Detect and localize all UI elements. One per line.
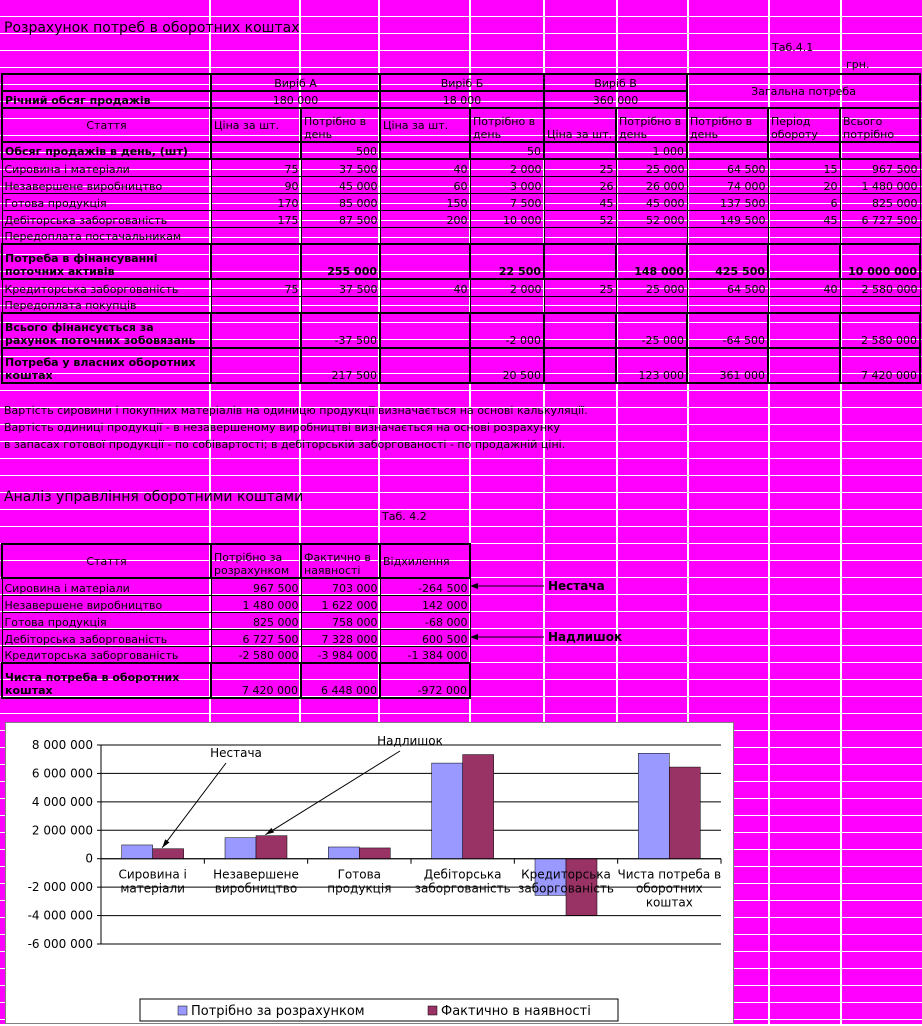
- cell: -64 500: [687, 313, 768, 348]
- product-b-header: Виріб Б: [380, 74, 544, 91]
- bar: [463, 755, 494, 859]
- bar: [638, 753, 669, 858]
- y-tick-label: -4 000 000: [27, 908, 93, 923]
- analysis-needed-header: Потрібно за розрахунком: [211, 544, 301, 578]
- table-row: [2, 313, 920, 348]
- cell: 10 000 000: [840, 244, 920, 279]
- row-label: Готова продукція: [2, 612, 211, 629]
- shortage-label: Нестача: [548, 579, 605, 593]
- x-tick-label: Кредиторська: [521, 867, 611, 882]
- table2-title: Аналіз управління оборотними коштами: [4, 489, 304, 505]
- cell: 255 000: [301, 244, 380, 279]
- deviation-arrows: [468, 578, 548, 648]
- daily-c: 1 000: [616, 142, 687, 159]
- cell: 3 000: [470, 176, 544, 193]
- cell: 45: [768, 210, 840, 227]
- y-tick-label: 6 000 000: [31, 766, 93, 781]
- cell: 45: [544, 193, 616, 210]
- total-header: Всього потрібно: [840, 108, 920, 142]
- legend-swatch: [178, 1006, 187, 1015]
- table-row: [2, 227, 920, 244]
- cell: -972 000: [380, 663, 470, 698]
- row-label: Дебіторська заборгованість: [2, 210, 211, 227]
- cell: 2 580 000: [840, 313, 920, 348]
- needs-table: [1, 73, 921, 384]
- cell: 142 000: [380, 595, 470, 612]
- row-label: Потреба у власних оборотних коштах: [2, 348, 211, 383]
- cell: 7 328 000: [301, 629, 380, 646]
- row-label: Сировина і матеріали: [2, 578, 211, 595]
- bar: [256, 836, 287, 859]
- cell: 170: [211, 193, 301, 210]
- cell: 967 500: [840, 159, 920, 176]
- table2-number: Таб. 4.2: [382, 510, 427, 523]
- cell: -2 580 000: [211, 646, 301, 663]
- cell: 22 500: [470, 244, 544, 279]
- annotation-arrow: [266, 751, 401, 835]
- cell: 52: [544, 210, 616, 227]
- x-tick-label: заборгованість: [414, 881, 511, 896]
- cell: 37 500: [301, 159, 380, 176]
- cell: 7 420 000: [840, 348, 920, 383]
- table-row: [2, 279, 920, 296]
- daily-b: 50: [470, 142, 544, 159]
- surplus-arrowhead-icon: [470, 634, 478, 640]
- cell: 2 580 000: [840, 279, 920, 296]
- cell: 87 500: [301, 210, 380, 227]
- table1-title: Розрахунок потреб в оборотних коштах: [4, 20, 300, 36]
- total-need-header: Загальна потреба: [687, 74, 920, 108]
- bar: [359, 848, 390, 859]
- cell: -3 984 000: [301, 646, 380, 663]
- row-label: Сировина і матеріали: [2, 159, 211, 176]
- x-tick-label: оборотних: [635, 881, 703, 896]
- table-row: [2, 244, 920, 279]
- annual-b: 18 000: [380, 91, 544, 108]
- cell: 123 000: [616, 348, 687, 383]
- cell: 40: [380, 279, 470, 296]
- cell: 40: [380, 159, 470, 176]
- row-label: Потреба в фінансуванні поточних активів: [2, 244, 211, 279]
- table-row: [2, 159, 920, 176]
- daily-sales-label: Обсяг продажів в день, (шт): [2, 142, 211, 159]
- cell: -68 000: [380, 612, 470, 629]
- cell: -25 000: [616, 313, 687, 348]
- note-line-3: в запасах готової продукції - по собівартості; в дебіторській заборгованості - по продажній ціні.: [4, 438, 566, 451]
- x-tick-label: Дебіторська: [423, 867, 502, 882]
- cell: 825 000: [211, 612, 301, 629]
- y-tick-label: 0: [85, 851, 93, 866]
- annotation-arrow: [162, 763, 226, 848]
- shortage-arrowhead-icon: [470, 583, 478, 589]
- cell: 425 500: [687, 244, 768, 279]
- cell: 175: [211, 210, 301, 227]
- x-tick-label: Чиста потреба в: [617, 867, 722, 882]
- cell: 45 000: [301, 176, 380, 193]
- cell: 25: [544, 159, 616, 176]
- x-tick-label: продукція: [327, 881, 392, 896]
- bar: [225, 838, 256, 859]
- cell: 10 000: [470, 210, 544, 227]
- cell: 45 000: [616, 193, 687, 210]
- annual-sales-label: Річний обсяг продажів: [2, 91, 211, 108]
- legend-label: Потрібно за розрахунком: [191, 1004, 365, 1019]
- annual-c: 360 000: [544, 91, 687, 108]
- cell: -264 500: [380, 578, 470, 595]
- y-tick-label: 2 000 000: [31, 823, 93, 838]
- bar: [122, 845, 153, 859]
- need-c-header: Потрібно в день: [616, 108, 687, 142]
- cell: 149 500: [687, 210, 768, 227]
- row-label: Дебіторська заборгованість: [2, 629, 211, 646]
- x-tick-label: виробництво: [214, 881, 298, 896]
- cell: 52 000: [616, 210, 687, 227]
- row-label: Передоплата покупців: [2, 296, 211, 313]
- cell: 1 622 000: [301, 595, 380, 612]
- analysis-deviation-header: Відхилення: [380, 544, 470, 578]
- legend-swatch: [428, 1006, 437, 1015]
- chart-annotation: Нестача: [210, 746, 262, 760]
- cell: 758 000: [301, 612, 380, 629]
- surplus-label: Надлишок: [548, 630, 623, 644]
- table-row: [2, 578, 470, 595]
- cell: 25 000: [616, 159, 687, 176]
- cell: 7 500: [470, 193, 544, 210]
- cell: 85 000: [301, 193, 380, 210]
- chart-annotation: Надлишок: [377, 734, 443, 748]
- legend-label: Фактично в наявності: [441, 1004, 591, 1019]
- cell: 25: [544, 279, 616, 296]
- cell: 137 500: [687, 193, 768, 210]
- cell: 90: [211, 176, 301, 193]
- row-label: Кредиторська заборгованість: [2, 646, 211, 663]
- product-a-header: Виріб А: [211, 74, 380, 91]
- arrowhead-icon: [162, 839, 169, 847]
- y-tick-label: -6 000 000: [27, 937, 93, 951]
- table-row: [2, 210, 920, 227]
- cell: 217 500: [301, 348, 380, 383]
- blank-header: [2, 74, 211, 91]
- y-tick-label: 4 000 000: [31, 794, 93, 809]
- cell: 967 500: [211, 578, 301, 595]
- cell: 26 000: [616, 176, 687, 193]
- cell: 64 500: [687, 159, 768, 176]
- cell: 148 000: [616, 244, 687, 279]
- bar: [432, 763, 463, 859]
- row-label: Чиста потреба в оборотних коштах: [2, 663, 211, 698]
- x-tick-label: Сировина і: [118, 867, 187, 882]
- y-tick-label: 8 000 000: [31, 738, 93, 752]
- cell: 6: [768, 193, 840, 210]
- cell: 2 000: [470, 279, 544, 296]
- cell: 75: [211, 159, 301, 176]
- annual-a: 180 000: [211, 91, 380, 108]
- cell: 64 500: [687, 279, 768, 296]
- price-c-header: Ціна за шт.: [544, 108, 616, 142]
- product-c-header: Виріб В: [544, 74, 687, 91]
- cell: -2 000: [470, 313, 544, 348]
- x-tick-label: матеріали: [120, 881, 185, 896]
- cell: 703 000: [301, 578, 380, 595]
- cell: 6 727 500: [211, 629, 301, 646]
- cell: 600 500: [380, 629, 470, 646]
- cell: 1 480 000: [840, 176, 920, 193]
- need-a-header: Потрібно в день: [301, 108, 380, 142]
- table-row: [2, 595, 470, 612]
- cell: 37 500: [301, 279, 380, 296]
- cell: 200: [380, 210, 470, 227]
- cell: 25 000: [616, 279, 687, 296]
- row-label: Всього фінансується за рахунок поточних зобовязань: [2, 313, 211, 348]
- cell: 74 000: [687, 176, 768, 193]
- cell: 60: [380, 176, 470, 193]
- cell: 20 500: [470, 348, 544, 383]
- arrowhead-icon: [266, 828, 275, 835]
- bar: [153, 849, 184, 859]
- cell: 15: [768, 159, 840, 176]
- analysis-table: [1, 543, 471, 699]
- cell: -1 384 000: [380, 646, 470, 663]
- daily-a: 500: [301, 142, 380, 159]
- bar-chart: [6, 723, 733, 1023]
- period-header: Період обороту: [768, 108, 840, 142]
- cell: 6 448 000: [301, 663, 380, 698]
- cell: 20: [768, 176, 840, 193]
- cell: 150: [380, 193, 470, 210]
- table1-number: Таб.4.1: [772, 41, 814, 54]
- article-header: Стаття: [2, 108, 211, 142]
- cell: 6 727 500: [840, 210, 920, 227]
- row-label: Незавершене виробництво: [2, 176, 211, 193]
- row-label: Передоплата постачальникам: [2, 227, 211, 244]
- cell: 26: [544, 176, 616, 193]
- note-line-2: Вартість одиниці продукції - в незавершеному виробництві визначається на основі розрахунку: [4, 421, 561, 434]
- cell: 40: [768, 279, 840, 296]
- table-row: [2, 629, 470, 646]
- x-tick-label: коштах: [645, 895, 693, 910]
- table-row: [2, 646, 470, 663]
- analysis-article-header: Стаття: [2, 544, 211, 578]
- cell: 361 000: [687, 348, 768, 383]
- x-tick-label: заборгованість: [517, 881, 615, 896]
- need-b-header: Потрібно в день: [470, 108, 544, 142]
- price-a-header: Ціна за шт.: [211, 108, 301, 142]
- cell: 1 480 000: [211, 595, 301, 612]
- price-b-header: Ціна за шт.: [380, 108, 470, 142]
- y-tick-label: -2 000 000: [27, 880, 93, 895]
- note-line-1: Вартість сировини і покупних матеріалів на одиницю продукції визначається на основі калькуляції.: [4, 404, 588, 417]
- row-label: Кредиторська заборгованість: [2, 279, 211, 296]
- currency-unit: грн.: [846, 58, 870, 71]
- row-label: Незавершене виробництво: [2, 595, 211, 612]
- cell: 2 000: [470, 159, 544, 176]
- table-row: [2, 296, 920, 313]
- x-tick-label: Готова: [337, 867, 382, 882]
- table-row: [2, 612, 470, 629]
- bar: [669, 767, 700, 859]
- bar: [328, 847, 359, 859]
- analysis-actual-header: Фактично в наявності: [301, 544, 380, 578]
- cell: 825 000: [840, 193, 920, 210]
- cell: 75: [211, 279, 301, 296]
- table-row: [2, 663, 470, 698]
- x-tick-label: Незавершене: [213, 867, 299, 882]
- need-day-header: Потрібно в день: [687, 108, 768, 142]
- cell: 7 420 000: [211, 663, 301, 698]
- table-row: [2, 176, 920, 193]
- row-label: Готова продукція: [2, 193, 211, 210]
- table-row: [2, 193, 920, 210]
- cell: -37 500: [301, 313, 380, 348]
- table-row: [2, 348, 920, 383]
- chart-area[interactable]: [5, 722, 734, 1024]
